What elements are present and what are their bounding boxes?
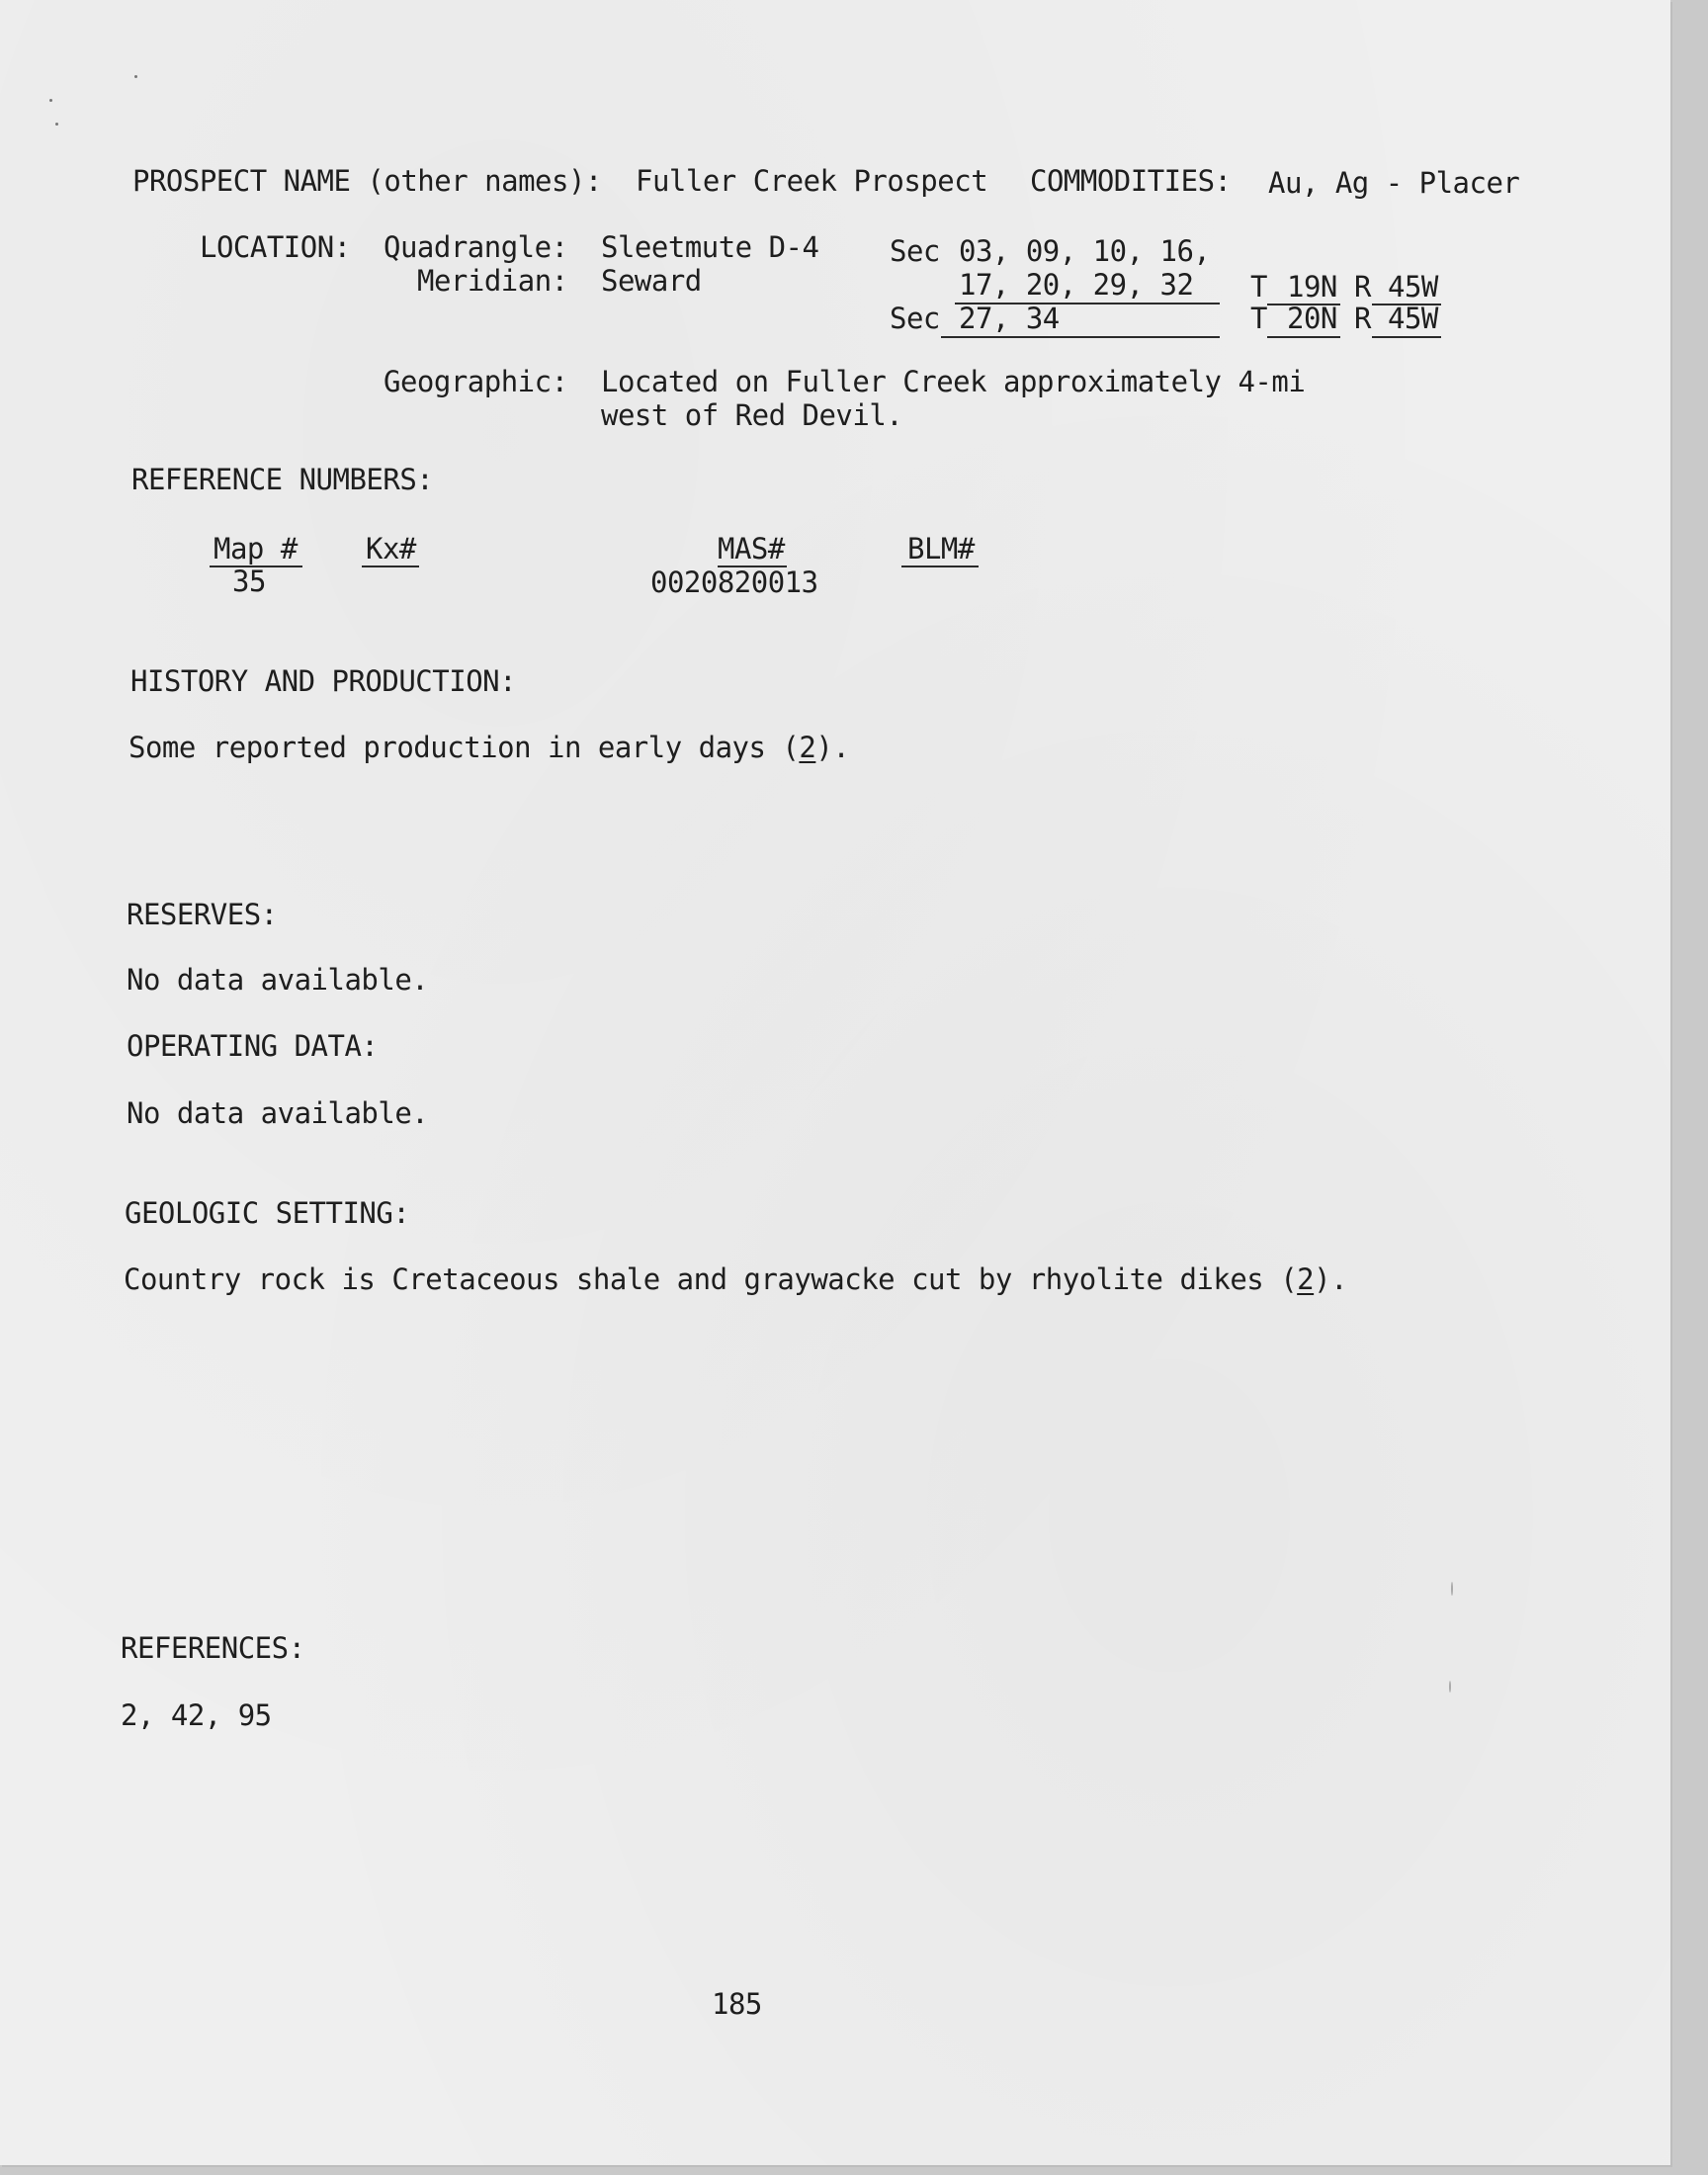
- sec-line-3: 27, 34: [959, 302, 1060, 335]
- commodities-value: Au, Ag - Placer: [1268, 166, 1520, 200]
- township-label-1: T: [1250, 270, 1267, 304]
- blm-number-underline: [901, 566, 979, 567]
- range-1: 45W: [1388, 270, 1438, 304]
- kx-number-underline: [362, 566, 419, 567]
- quadrangle-label: Quadrangle:: [384, 230, 568, 264]
- range-label-2: R: [1354, 302, 1371, 335]
- sec-label-1: Sec: [890, 234, 940, 268]
- history-reference-link: 2: [799, 731, 816, 764]
- township-2: 20N: [1287, 302, 1337, 335]
- geographic-label: Geographic:: [384, 365, 568, 398]
- township-2-underline: [1267, 336, 1340, 338]
- scan-speck: [55, 123, 58, 126]
- geologic-setting-heading: GEOLOGIC SETTING:: [125, 1196, 410, 1230]
- commodities-label: COMMODITIES:: [1030, 164, 1232, 198]
- blm-number-label: BLM#: [907, 532, 975, 566]
- meridian-value: Seward: [601, 264, 702, 298]
- geographic-line-1: Located on Fuller Creek approximately 4-mi: [601, 365, 1306, 398]
- quadrangle-value: Sleetmute D-4: [601, 230, 819, 264]
- location-label: LOCATION:: [200, 230, 351, 264]
- scan-speck: [49, 99, 52, 102]
- sec-line-2: 17, 20, 29, 32: [959, 268, 1194, 302]
- sec-line-3-underline: [941, 336, 1220, 338]
- meridian-label: Meridian:: [417, 264, 568, 298]
- scan-speck: [134, 75, 137, 78]
- page-number: 185: [712, 1987, 762, 2021]
- references-text: 2, 42, 95: [121, 1698, 272, 1732]
- range-2: 45W: [1388, 302, 1438, 335]
- township-label-2: T: [1250, 302, 1267, 335]
- sec-label-2: Sec: [890, 302, 940, 335]
- mas-number-label: MAS#: [718, 532, 785, 566]
- kx-number-label: Kx#: [366, 532, 416, 566]
- operating-data-text: No data available.: [127, 1096, 429, 1130]
- reserves-heading: RESERVES:: [127, 898, 278, 931]
- mas-number-value: 0020820013: [650, 566, 818, 599]
- operating-data-heading: OPERATING DATA:: [127, 1029, 379, 1063]
- map-number-label: Map #: [214, 532, 298, 566]
- reference-numbers-heading: REFERENCE NUMBERS:: [131, 463, 434, 496]
- geologic-setting-text: Country rock is Cretaceous shale and graywacke cut by rhyolite dikes (2).: [124, 1262, 1348, 1296]
- history-heading: HISTORY AND PRODUCTION:: [130, 664, 517, 698]
- references-heading: REFERENCES:: [121, 1631, 305, 1665]
- scan-speck: [1449, 1681, 1451, 1693]
- geologic-reference-link: 2: [1297, 1262, 1315, 1296]
- map-number-value: 35: [232, 565, 266, 598]
- sec-line-1: 03, 09, 10, 16,: [959, 234, 1211, 268]
- range-2-underline: [1372, 336, 1441, 338]
- range-label-1: R: [1354, 270, 1371, 304]
- history-text: Some reported production in early days (2).: [128, 731, 850, 764]
- prospect-name-label: PROSPECT NAME (other names):: [132, 164, 602, 198]
- reserves-text: No data available.: [127, 963, 429, 997]
- scan-speck: [1451, 1582, 1453, 1596]
- prospect-name-value: Fuller Creek Prospect: [636, 164, 988, 198]
- geographic-line-2: west of Red Devil.: [601, 398, 903, 432]
- township-1: 19N: [1287, 270, 1337, 304]
